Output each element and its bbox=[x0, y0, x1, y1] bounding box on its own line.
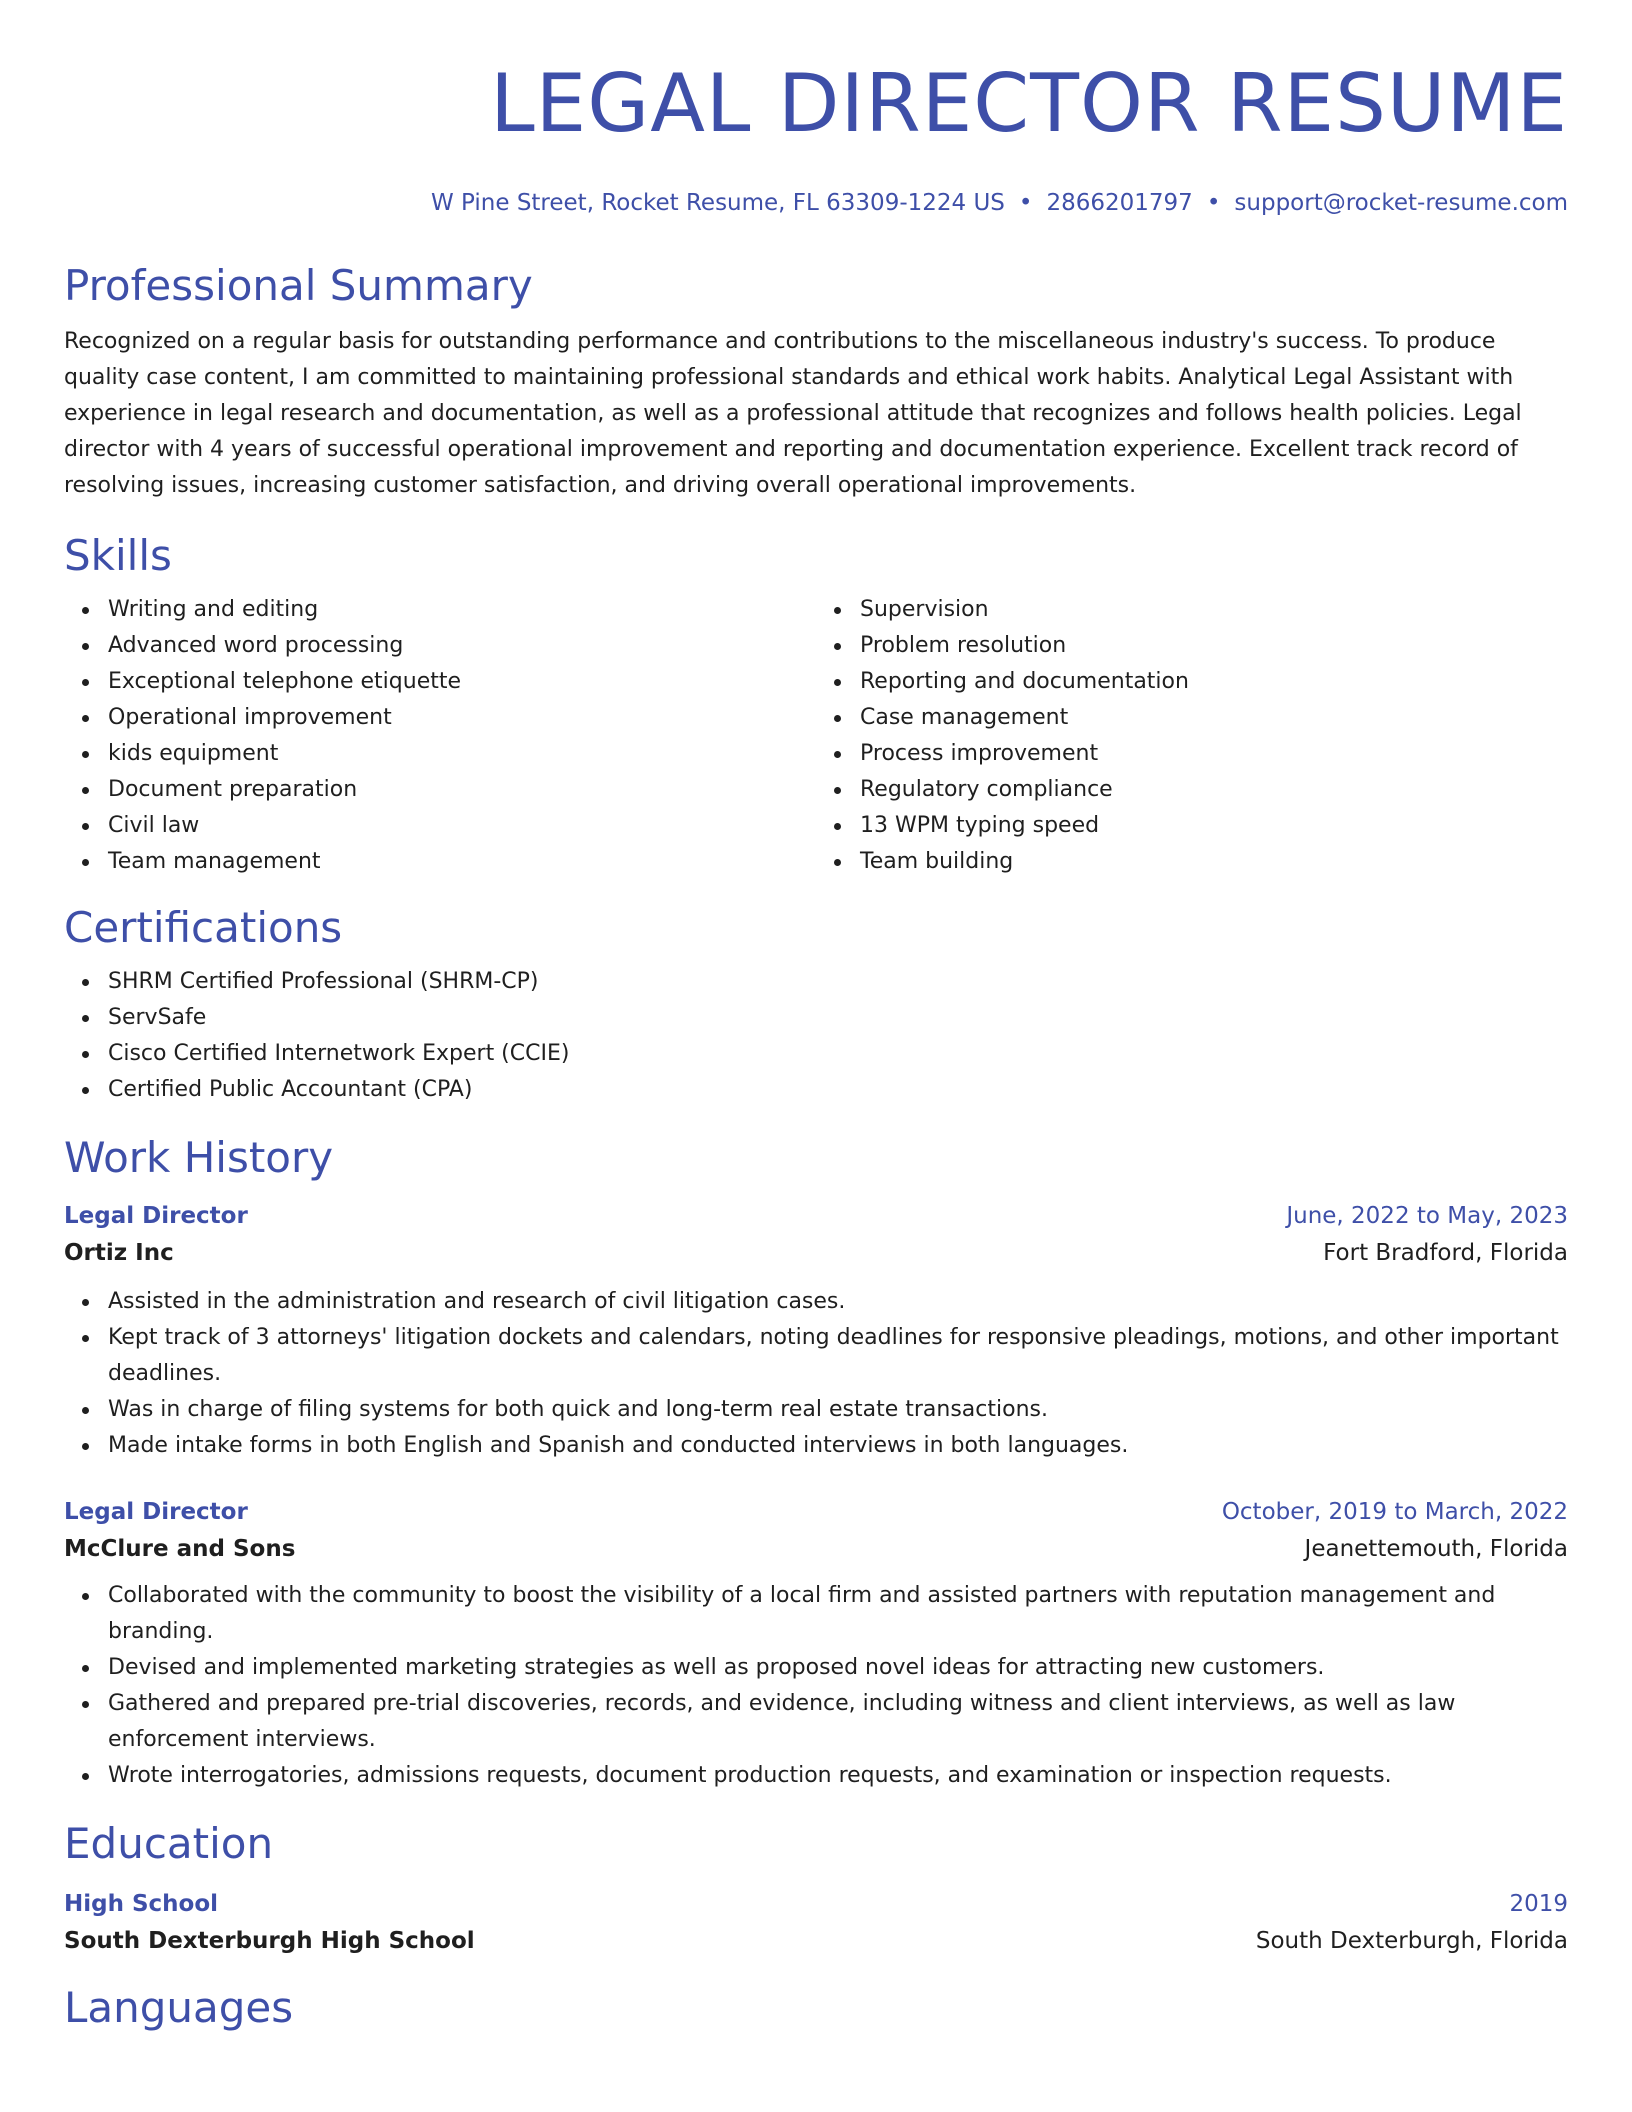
certifications-list bbox=[64, 964, 1568, 1108]
list-item: Team building bbox=[860, 844, 1568, 880]
school-location: South Dexterburgh, Florida bbox=[1255, 1928, 1568, 1954]
job-entry bbox=[64, 1198, 1568, 1464]
job-dates: June, 2022 to May, 2023 bbox=[1286, 1203, 1568, 1229]
job-company-row bbox=[64, 1234, 1568, 1272]
separator-dot: • bbox=[1206, 190, 1221, 216]
job-bullets bbox=[64, 1578, 1568, 1794]
list-item: Exceptional telephone etiquette bbox=[108, 664, 816, 700]
skills-right-list bbox=[816, 592, 1568, 880]
job-bullets bbox=[64, 1284, 1568, 1464]
list-item: Assisted in the administration and research of civil litigation cases. bbox=[108, 1284, 1568, 1320]
list-item: Was in charge of filing systems for both quick and long-term real estate transactions. bbox=[108, 1392, 1568, 1428]
section-heading: Work History bbox=[64, 1133, 334, 1182]
languages-section bbox=[64, 1982, 1568, 2034]
job-company-row bbox=[64, 1530, 1568, 1568]
list-item: Certified Public Accountant (CPA) bbox=[108, 1072, 1568, 1108]
list-item: Civil law bbox=[108, 808, 816, 844]
job-location: Jeanettemouth, Florida bbox=[1304, 1536, 1568, 1562]
graduation-year: 2019 bbox=[1509, 1891, 1568, 1917]
phone: 2866201797 bbox=[1046, 190, 1193, 216]
education-school-row bbox=[64, 1922, 1568, 1960]
list-item: Devised and implemented marketing strategies as well as proposed novel ideas for attracting new customers. bbox=[108, 1650, 1568, 1686]
job-title: Legal Director bbox=[64, 1499, 248, 1525]
education-header-row bbox=[64, 1886, 1568, 1922]
skills-grid bbox=[64, 592, 1568, 880]
company-name: Ortiz Inc bbox=[64, 1240, 174, 1266]
list-item: Made intake forms in both English and Spanish and conducted interviews in both languages. bbox=[108, 1428, 1568, 1464]
job-title: Legal Director bbox=[64, 1203, 248, 1229]
list-item: Collaborated with the community to boost the visibility of a local firm and assisted partners with reputation management and branding. bbox=[108, 1578, 1568, 1650]
summary-text: Recognized on a regular basis for outstanding performance and contributions to the miscellaneous industry's success. To produce quality case content, I am committed to maintaining professional standards and ethical work habits. Analytical Legal Assistant with experience in legal research and documentation, as well as a professional attitude that recognizes and follows health policies. Legal director with 4 years of successful operational improvement and reporting and documentation experience. Excellent track record of resolving issues, increasing customer satisfaction, and driving overall operational improvements. bbox=[64, 329, 1522, 498]
section-heading: Certifications bbox=[64, 903, 343, 952]
list-item: Process improvement bbox=[860, 736, 1568, 772]
school-name: South Dexterburgh High School bbox=[64, 1928, 475, 1954]
list-item: Wrote interrogatories, admissions requests, document production requests, and examination or inspection requests. bbox=[108, 1758, 1568, 1794]
list-item: Operational improvement bbox=[108, 700, 816, 736]
list-item: ServSafe bbox=[108, 1000, 1568, 1036]
section-heading: Skills bbox=[64, 531, 172, 580]
job-header-row bbox=[64, 1198, 1568, 1234]
job-entry bbox=[64, 1494, 1568, 1794]
list-item: Team management bbox=[108, 844, 816, 880]
certifications-section bbox=[64, 902, 1568, 1108]
job-header-row bbox=[64, 1494, 1568, 1530]
email: support@rocket-resume.com bbox=[1234, 190, 1568, 216]
resume-title: LEGAL DIRECTOR RESUME bbox=[490, 57, 1568, 150]
list-item: Gathered and prepared pre-trial discoveries, records, and evidence, including witness and client interviews, as well as law enforcement interviews. bbox=[108, 1686, 1568, 1758]
section-heading: Languages bbox=[64, 1983, 294, 2032]
work-history-section bbox=[64, 1132, 1568, 1794]
list-item: Supervision bbox=[860, 592, 1568, 628]
job-dates: October, 2019 to March, 2022 bbox=[1221, 1499, 1568, 1525]
list-item: Problem resolution bbox=[860, 628, 1568, 664]
list-item: Kept track of 3 attorneys' litigation dockets and calendars, noting deadlines for responsive pleadings, motions, and other important deadlines. bbox=[108, 1320, 1568, 1392]
list-item: Regulatory compliance bbox=[860, 772, 1568, 808]
company-name: McClure and Sons bbox=[64, 1536, 296, 1562]
address: W Pine Street, Rocket Resume, FL 63309-1224 US bbox=[430, 190, 1005, 216]
list-item: Writing and editing bbox=[108, 592, 816, 628]
list-item: Document preparation bbox=[108, 772, 816, 808]
job-location: Fort Bradford, Florida bbox=[1323, 1240, 1568, 1266]
list-item: Case management bbox=[860, 700, 1568, 736]
list-item: kids equipment bbox=[108, 736, 816, 772]
degree: High School bbox=[64, 1891, 219, 1917]
section-heading: Education bbox=[64, 1819, 274, 1868]
skills-left-list bbox=[64, 592, 816, 880]
list-item: 13 WPM typing speed bbox=[860, 808, 1568, 844]
list-item: SHRM Certified Professional (SHRM-CP) bbox=[108, 964, 1568, 1000]
list-item: Reporting and documentation bbox=[860, 664, 1568, 700]
section-heading: Professional Summary bbox=[64, 261, 533, 310]
contact-line bbox=[64, 188, 1568, 218]
summary-section bbox=[64, 260, 1568, 504]
education-section bbox=[64, 1818, 1568, 1960]
separator-dot: • bbox=[1018, 190, 1033, 216]
list-item: Cisco Certified Internetwork Expert (CCIE) bbox=[108, 1036, 1568, 1072]
skills-section bbox=[64, 530, 1568, 880]
list-item: Advanced word processing bbox=[108, 628, 816, 664]
